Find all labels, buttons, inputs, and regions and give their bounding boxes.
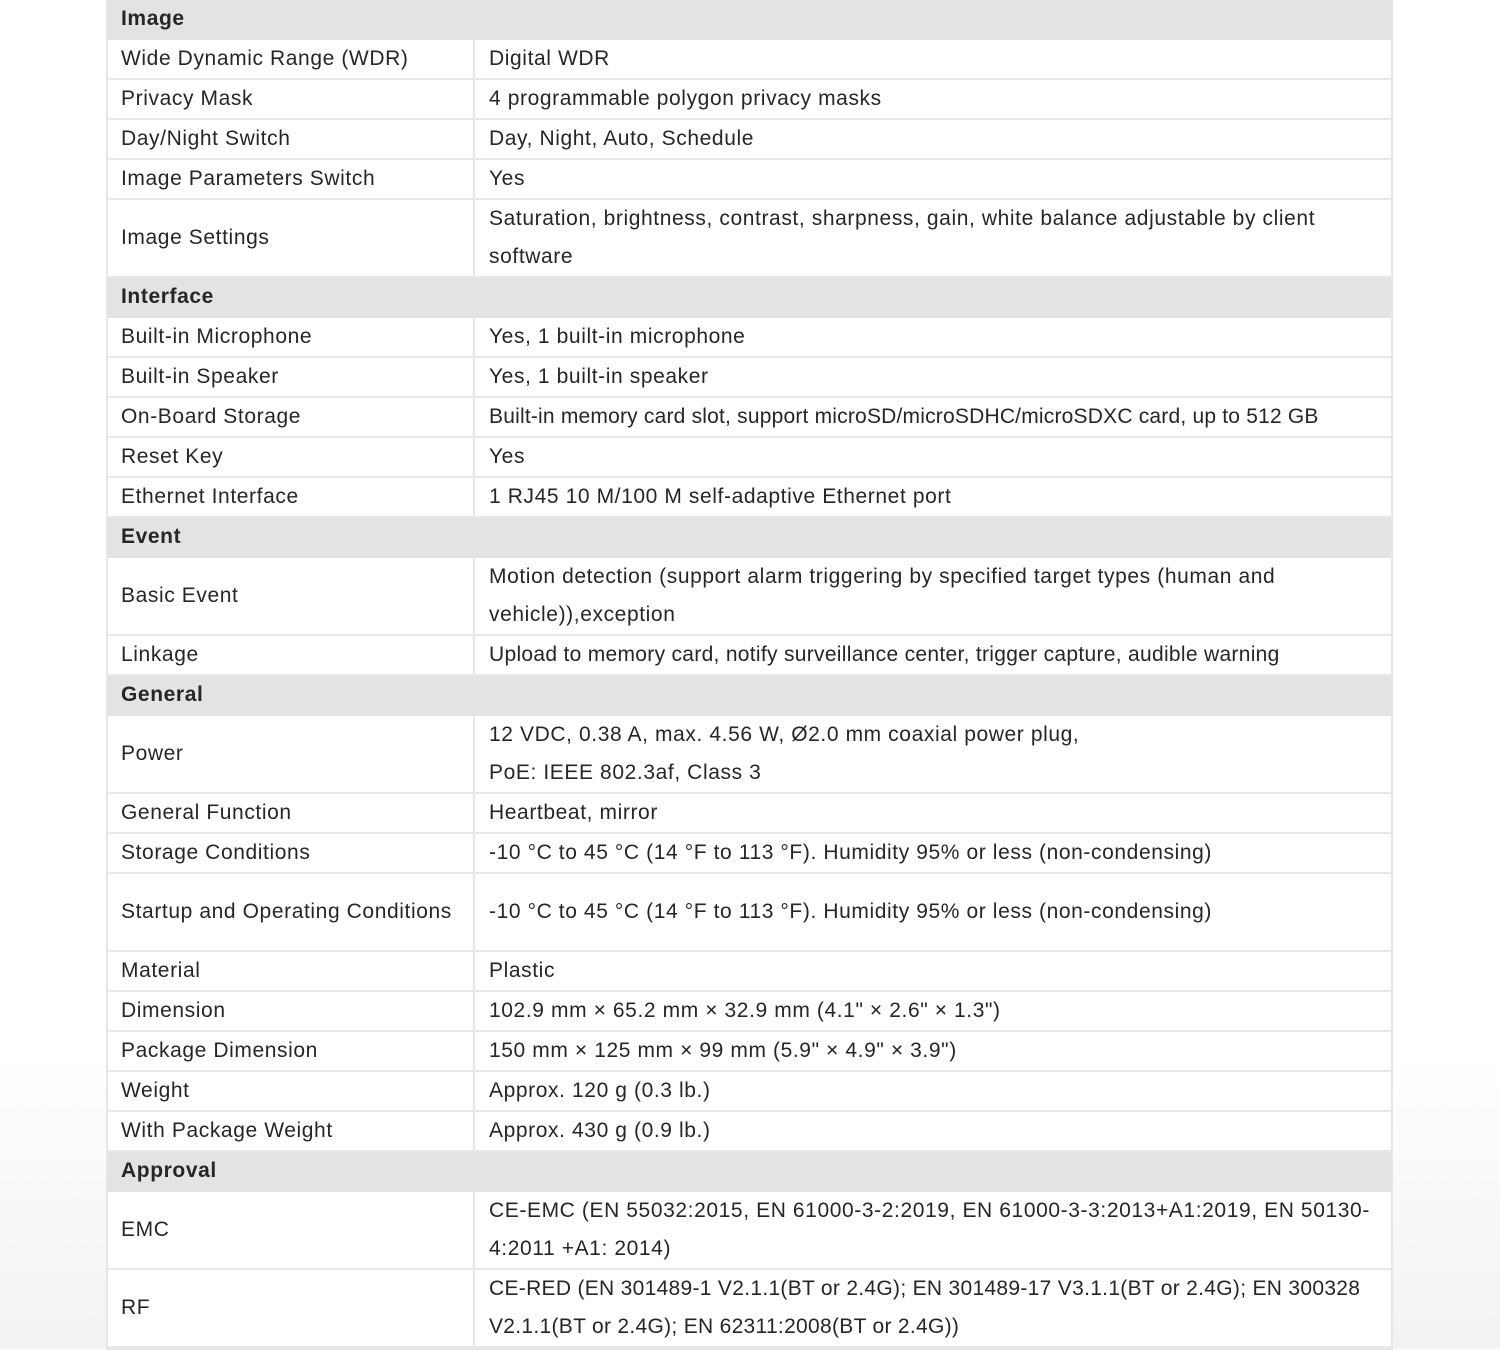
spec-row [108,39,1391,79]
power-line-1: 12 VDC, 0.38 A, max. 4.56 W, Ø2.0 mm coaxial power plug, [489,723,1080,746]
spec-value: Approx. 430 g (0.9 lb.) [474,1111,1391,1151]
spec-row [108,199,1391,277]
spec-row [108,1111,1391,1151]
spec-row [108,793,1391,833]
spec-value: 1 RJ45 10 M/100 M self-adaptive Ethernet port [474,477,1391,517]
section-title: Event [108,517,1391,557]
spec-value: Saturation, brightness, contrast, sharpness, gain, white balance adjustable by client software [474,199,1391,277]
spec-value: Upload to memory card, notify surveillance center, trigger capture, audible warning [474,635,1391,675]
spec-label: Day/Night Switch [108,119,474,159]
spec-label: Image Settings [108,199,474,277]
spec-row [108,437,1391,477]
spec-value: -10 °C to 45 °C (14 °F to 113 °F). Humidity 95% or less (non-condensing) [474,873,1391,951]
spec-label: Linkage [108,635,474,675]
spec-row [108,557,1391,635]
spec-label: Wide Dynamic Range (WDR) [108,39,474,79]
spec-value: Yes [474,159,1391,199]
spec-row [108,1269,1391,1347]
spec-value: 4 programmable polygon privacy masks [474,79,1391,119]
spec-row [108,833,1391,873]
spec-label: Weight [108,1071,474,1111]
spec-value [474,715,1391,793]
spec-value: Digital WDR [474,39,1391,79]
spec-row [108,159,1391,199]
spec-value: Built-in memory card slot, support microSD/microSDHC/microSDXC card, up to 512 GB [474,397,1391,437]
spec-value: Yes [474,437,1391,477]
spec-label: Basic Event [108,557,474,635]
spec-label: With Package Weight [108,1111,474,1151]
spec-row [108,873,1391,951]
section-header-interface [108,277,1391,317]
section-header-event [108,517,1391,557]
section-title: General [108,675,1391,715]
section-header-general [108,675,1391,715]
spec-label: Ethernet Interface [108,477,474,517]
section-header-image [108,0,1391,39]
section-title: Interface [108,277,1391,317]
spec-row [108,951,1391,991]
spec-label: Reset Key [108,437,474,477]
spec-row [108,1071,1391,1111]
spec-label: Startup and Operating Conditions [108,873,474,951]
spec-label: Material [108,951,474,991]
section-header-approval [108,1151,1391,1191]
spec-row [108,1031,1391,1071]
spec-label: Storage Conditions [108,833,474,873]
spec-label: RF [108,1269,474,1347]
power-line-2: PoE: IEEE 802.3af, Class 3 [489,761,762,784]
spec-row [108,991,1391,1031]
spec-value: Motion detection (support alarm triggering by specified target types (human and vehicle)),exception [474,557,1391,635]
spec-value: Yes, 1 built-in microphone [474,317,1391,357]
spec-sheet [106,0,1393,1350]
spec-row [108,1191,1391,1269]
spec-row [108,357,1391,397]
spec-value: Day, Night, Auto, Schedule [474,119,1391,159]
spec-label: General Function [108,793,474,833]
section-title: Approval [108,1151,1391,1191]
spec-table [108,0,1391,1348]
spec-label: On-Board Storage [108,397,474,437]
spec-value: -10 °C to 45 °C (14 °F to 113 °F). Humidity 95% or less (non-condensing) [474,833,1391,873]
spec-row [108,715,1391,793]
spec-label: Package Dimension [108,1031,474,1071]
spec-label: Image Parameters Switch [108,159,474,199]
section-title: Image [108,0,1391,39]
spec-value: CE-RED (EN 301489-1 V2.1.1(BT or 2.4G); EN 301489-17 V3.1.1(BT or 2.4G); EN 300328 V2.1.1(BT or 2.4G); EN 62311:2008(BT or 2.4G)) [474,1269,1391,1347]
spec-row [108,119,1391,159]
spec-value: Yes, 1 built-in speaker [474,357,1391,397]
spec-value: 102.9 mm × 65.2 mm × 32.9 mm (4.1" × 2.6" × 1.3") [474,991,1391,1031]
spec-row [108,635,1391,675]
spec-value: Heartbeat, mirror [474,793,1391,833]
spec-value: Approx. 120 g (0.3 lb.) [474,1071,1391,1111]
spec-value: Plastic [474,951,1391,991]
spec-value: 150 mm × 125 mm × 99 mm (5.9" × 4.9" × 3.9") [474,1031,1391,1071]
spec-label: Built-in Speaker [108,357,474,397]
spec-row [108,477,1391,517]
spec-label: Power [108,715,474,793]
spec-row [108,317,1391,357]
spec-label: Dimension [108,991,474,1031]
spec-row [108,79,1391,119]
spec-row [108,397,1391,437]
spec-label: EMC [108,1191,474,1269]
spec-label: Built-in Microphone [108,317,474,357]
spec-value: CE-EMC (EN 55032:2015, EN 61000-3-2:2019, EN 61000-3-3:2013+A1:2019, EN 50130-4:2011 +A1: 2014) [474,1191,1391,1269]
spec-label: Privacy Mask [108,79,474,119]
